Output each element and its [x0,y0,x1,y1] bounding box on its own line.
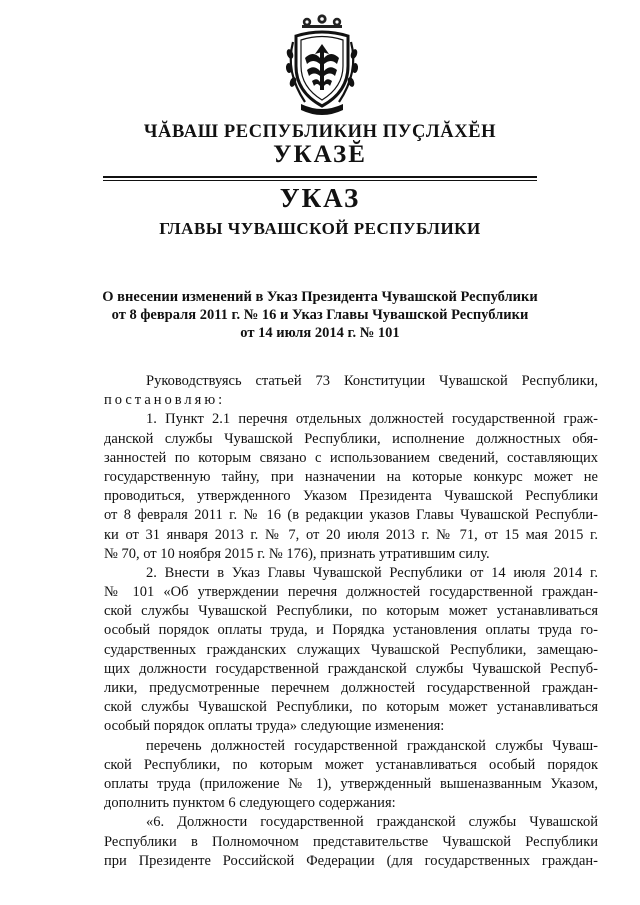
decree-title: УКАЗ [279,183,361,213]
body-text-line: ской Республики, по которым может устанавливаться особый порядок [104,756,598,773]
body-text-line: дополнить пунктом 6 следующего содержания: [104,795,396,812]
chuvash-header-title: ЧĂВАШ РЕСПУБЛИКИН ПУÇЛĂХĔН [143,122,497,142]
body-text-line: перечень должностей государственной гражданской службы Чуваш- [146,737,598,754]
decree-subtitle: ГЛАВЫ ЧУВАШСКОЙ РЕСПУБЛИКИ [159,219,481,238]
body-text-line: данской службы Чувашской Республики, исполнение должностных обя- [104,430,598,447]
body-text-line: постановляю: [104,392,226,409]
body-text-line: ской службы Чувашской Республики, по которым может устанавливаться [104,603,598,620]
document-title-line: от 14 июля 2014 г. № 101 [240,325,400,341]
body-text-line: «6. Должности государственной гражданской службы Чувашской [146,814,598,831]
body-text-line: ки от 31 января 2013 г. № 7, от 20 июля 2013 г. № 71, от 15 мая 2015 г. [104,526,598,543]
body-text-line: № 70, от 10 ноября 2015 г. № 176), признать утратившим силу. [104,545,490,562]
body-text-line: от 8 февраля 2011 г. № 16 (в редакции указов Главы Чувашской Республи- [104,507,598,524]
body-text-line: оплаты труда (приложение № 1), утвержденный вышеназванным Указом, [104,775,598,792]
chuvash-decree-word: УКАЗĔ [273,141,367,168]
header-divider-thin [103,180,537,181]
document-title-line: О внесении изменений в Указ Президента Чувашской Республики [102,289,538,305]
header-divider-thick [103,176,537,178]
document-title [100,288,540,342]
body-text-line: государственную тайну, при назначении на которые конкурс может не [104,468,598,485]
document-body [104,372,598,871]
body-text-line: особый порядок оплаты труда, и Порядка установления оплаты труда го- [104,622,598,639]
body-text-line: лики, предусмотренные перечнем должностей государственной граждан- [104,680,598,696]
body-text-line: № 101 «Об утверждении перечня должностей государственной граждан- [104,584,598,601]
body-text-line: Руководствуясь статьей 73 Конституции Чувашской Республики, [146,373,598,389]
body-text-line: проводиться, утвержденного Указом Президента Чувашской Республики [104,488,598,505]
document-title-line: от 8 февраля 2011 г. № 16 и Указ Главы Чувашской Республики [111,307,529,323]
body-text-line: занностей по которым связано с использованием сведений, составляющих [104,449,598,466]
body-text-line: Республики в Полномочном представительстве Чувашской Республики [104,833,598,850]
body-text-line: ской службы Чувашской Республики, по которым может устанавливаться [104,699,598,716]
body-text-line: при Президенте Российской Федерации (для государственных граждан- [104,852,598,869]
body-text-line: сударственных гражданских служащих Чувашской Республики, замещаю- [104,641,598,658]
body-text-line: особый порядок оплаты труда» следующие изменения: [104,718,445,735]
coat-of-arms-emblem [283,14,361,118]
body-text-line: 2. Внести в Указ Главы Чувашской Республики от 14 июля 2014 г. [146,564,598,581]
body-text-line: щих должности государственной гражданской службы Чувашской Респуб- [104,660,598,677]
body-text-line: 1. Пункт 2.1 перечня отдельных должностей государственной граж- [146,411,598,428]
